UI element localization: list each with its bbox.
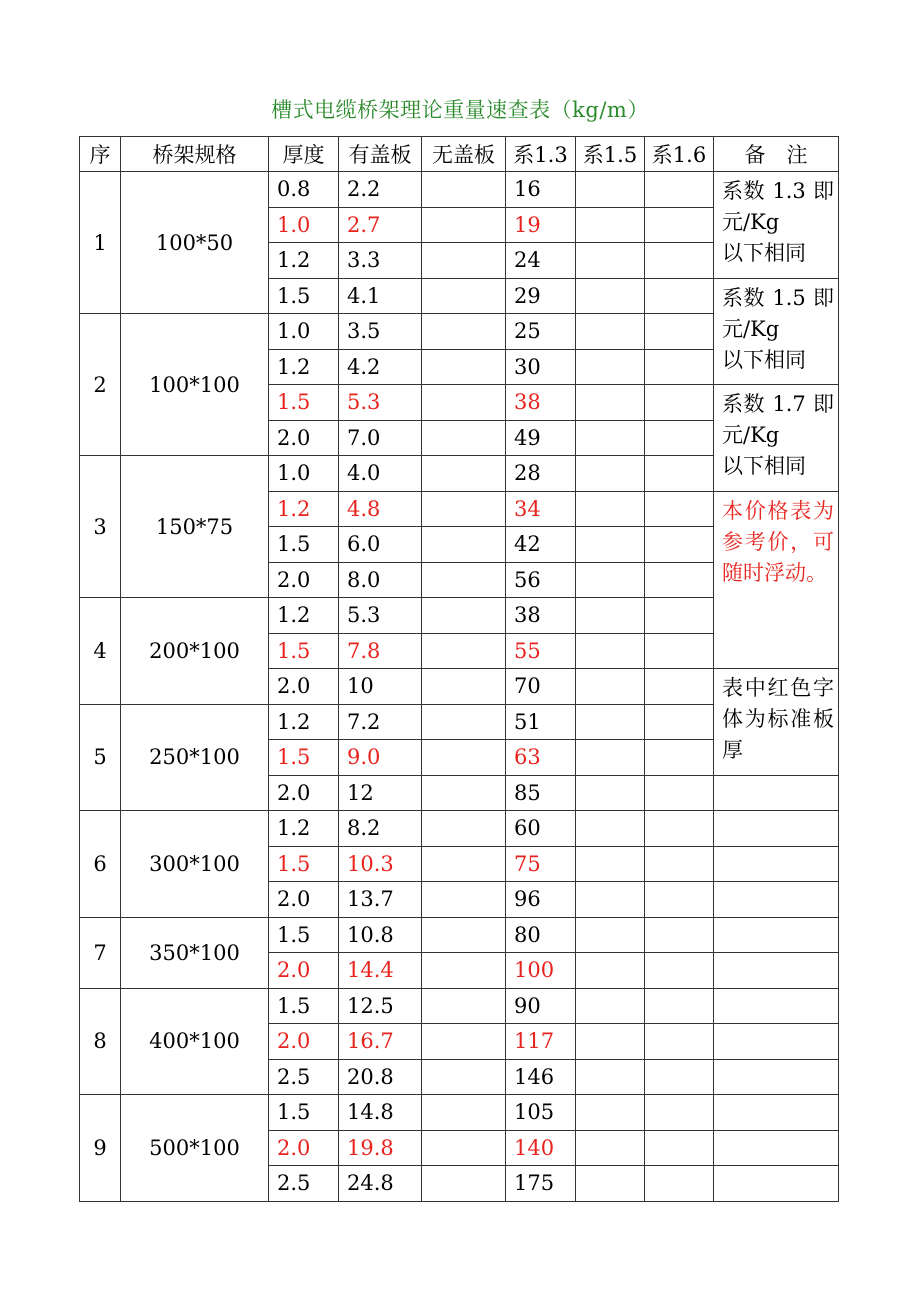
row-spec: 500*100 bbox=[121, 1095, 269, 1202]
remark-empty bbox=[714, 1059, 839, 1095]
cell-without-cover bbox=[422, 278, 506, 314]
cell-coef-1-3: 19 bbox=[506, 207, 576, 243]
cell-coef-1-3: 42 bbox=[506, 527, 576, 563]
header-coef-1-6: 系1.6 bbox=[645, 137, 714, 172]
cell-coef-1-5 bbox=[576, 775, 645, 811]
cell-with-cover: 14.8 bbox=[339, 1095, 422, 1131]
cell-coef-1-5 bbox=[576, 740, 645, 776]
cell-coef-1-6 bbox=[645, 491, 714, 527]
cell-thickness: 1.0 bbox=[269, 314, 339, 350]
cell-with-cover: 4.2 bbox=[339, 349, 422, 385]
cell-with-cover: 3.3 bbox=[339, 243, 422, 279]
row-seq: 2 bbox=[80, 314, 121, 456]
cell-coef-1-5 bbox=[576, 633, 645, 669]
cell-with-cover: 20.8 bbox=[339, 1059, 422, 1095]
cell-thickness: 1.0 bbox=[269, 456, 339, 492]
cell-thickness: 1.2 bbox=[269, 704, 339, 740]
cell-thickness: 2.0 bbox=[269, 420, 339, 456]
cell-coef-1-3: 55 bbox=[506, 633, 576, 669]
cell-coef-1-6 bbox=[645, 1059, 714, 1095]
cell-coef-1-6 bbox=[645, 811, 714, 847]
table-row bbox=[80, 172, 839, 208]
cell-with-cover: 4.0 bbox=[339, 456, 422, 492]
row-seq: 9 bbox=[80, 1095, 121, 1202]
cell-coef-1-5 bbox=[576, 598, 645, 634]
cell-without-cover bbox=[422, 385, 506, 421]
cell-coef-1-3: 96 bbox=[506, 882, 576, 918]
remark-empty bbox=[714, 882, 839, 918]
cell-coef-1-6 bbox=[645, 420, 714, 456]
cell-coef-1-3: 29 bbox=[506, 278, 576, 314]
cell-thickness: 1.2 bbox=[269, 491, 339, 527]
cell-with-cover: 8.0 bbox=[339, 562, 422, 598]
cell-without-cover bbox=[422, 243, 506, 279]
cell-coef-1-5 bbox=[576, 882, 645, 918]
cell-coef-1-3: 80 bbox=[506, 917, 576, 953]
cell-coef-1-6 bbox=[645, 669, 714, 705]
cell-with-cover: 8.2 bbox=[339, 811, 422, 847]
cell-coef-1-6 bbox=[645, 598, 714, 634]
cell-without-cover bbox=[422, 456, 506, 492]
cell-coef-1-5 bbox=[576, 1095, 645, 1131]
row-spec: 300*100 bbox=[121, 811, 269, 918]
row-spec: 150*75 bbox=[121, 456, 269, 598]
cell-coef-1-6 bbox=[645, 1166, 714, 1202]
cell-coef-1-5 bbox=[576, 1024, 645, 1060]
cell-coef-1-5 bbox=[576, 527, 645, 563]
cell-coef-1-3: 140 bbox=[506, 1130, 576, 1166]
cell-without-cover bbox=[422, 1130, 506, 1166]
table-row bbox=[80, 988, 839, 1024]
remark-empty bbox=[714, 846, 839, 882]
cell-thickness: 2.5 bbox=[269, 1059, 339, 1095]
cell-without-cover bbox=[422, 953, 506, 989]
cell-coef-1-6 bbox=[645, 243, 714, 279]
cell-coef-1-3: 60 bbox=[506, 811, 576, 847]
cell-with-cover: 10.8 bbox=[339, 917, 422, 953]
header-with-cover: 有盖板 bbox=[339, 137, 422, 172]
cell-coef-1-3: 38 bbox=[506, 598, 576, 634]
cell-thickness: 1.5 bbox=[269, 278, 339, 314]
cell-coef-1-6 bbox=[645, 846, 714, 882]
row-seq: 5 bbox=[80, 704, 121, 811]
cell-coef-1-5 bbox=[576, 278, 645, 314]
cell-with-cover: 24.8 bbox=[339, 1166, 422, 1202]
cell-with-cover: 16.7 bbox=[339, 1024, 422, 1060]
cell-without-cover bbox=[422, 349, 506, 385]
cell-coef-1-5 bbox=[576, 917, 645, 953]
cell-with-cover: 4.8 bbox=[339, 491, 422, 527]
remark-note: 系数 1.3 即元/Kg 以下相同 bbox=[714, 172, 839, 279]
weight-table bbox=[79, 136, 839, 1202]
cell-coef-1-6 bbox=[645, 314, 714, 350]
row-spec: 100*100 bbox=[121, 314, 269, 456]
cell-coef-1-5 bbox=[576, 385, 645, 421]
cell-thickness: 1.2 bbox=[269, 598, 339, 634]
cell-with-cover: 12.5 bbox=[339, 988, 422, 1024]
cell-thickness: 0.8 bbox=[269, 172, 339, 208]
cell-thickness: 1.5 bbox=[269, 988, 339, 1024]
row-spec: 250*100 bbox=[121, 704, 269, 811]
cell-thickness: 1.5 bbox=[269, 846, 339, 882]
cell-coef-1-6 bbox=[645, 562, 714, 598]
cell-thickness: 1.5 bbox=[269, 1095, 339, 1131]
header-remarks: 备 注 bbox=[714, 137, 839, 172]
cell-thickness: 2.0 bbox=[269, 882, 339, 918]
cell-without-cover bbox=[422, 1095, 506, 1131]
cell-with-cover: 2.7 bbox=[339, 207, 422, 243]
cell-coef-1-5 bbox=[576, 704, 645, 740]
cell-without-cover bbox=[422, 1024, 506, 1060]
cell-coef-1-3: 117 bbox=[506, 1024, 576, 1060]
cell-thickness: 2.0 bbox=[269, 669, 339, 705]
cell-coef-1-5 bbox=[576, 172, 645, 208]
row-seq: 3 bbox=[80, 456, 121, 598]
cell-coef-1-3: 105 bbox=[506, 1095, 576, 1131]
row-seq: 6 bbox=[80, 811, 121, 918]
cell-coef-1-5 bbox=[576, 207, 645, 243]
remark-empty bbox=[714, 1095, 839, 1131]
row-spec: 400*100 bbox=[121, 988, 269, 1095]
cell-with-cover: 10 bbox=[339, 669, 422, 705]
cell-thickness: 1.5 bbox=[269, 740, 339, 776]
cell-coef-1-3: 63 bbox=[506, 740, 576, 776]
remark-empty bbox=[714, 988, 839, 1024]
cell-thickness: 2.0 bbox=[269, 1024, 339, 1060]
row-spec: 200*100 bbox=[121, 598, 269, 705]
cell-without-cover bbox=[422, 882, 506, 918]
cell-with-cover: 5.3 bbox=[339, 598, 422, 634]
cell-with-cover: 14.4 bbox=[339, 953, 422, 989]
cell-coef-1-5 bbox=[576, 349, 645, 385]
cell-thickness: 2.0 bbox=[269, 775, 339, 811]
cell-without-cover bbox=[422, 420, 506, 456]
cell-without-cover bbox=[422, 1166, 506, 1202]
cell-with-cover: 3.5 bbox=[339, 314, 422, 350]
cell-without-cover bbox=[422, 811, 506, 847]
remark-empty bbox=[714, 1130, 839, 1166]
cell-coef-1-3: 175 bbox=[506, 1166, 576, 1202]
header-thickness: 厚度 bbox=[269, 137, 339, 172]
remark-empty bbox=[714, 775, 839, 811]
table-row bbox=[80, 811, 839, 847]
remark-empty bbox=[714, 917, 839, 953]
cell-without-cover bbox=[422, 598, 506, 634]
cell-coef-1-5 bbox=[576, 243, 645, 279]
cell-coef-1-6 bbox=[645, 740, 714, 776]
cell-without-cover bbox=[422, 917, 506, 953]
cell-thickness: 2.0 bbox=[269, 1130, 339, 1166]
cell-with-cover: 12 bbox=[339, 775, 422, 811]
remark-empty bbox=[714, 1024, 839, 1060]
remark-note: 本价格表为参考价，可随时浮动。 bbox=[714, 491, 839, 669]
cell-without-cover bbox=[422, 207, 506, 243]
cell-coef-1-6 bbox=[645, 882, 714, 918]
table-row bbox=[80, 1095, 839, 1131]
cell-thickness: 1.5 bbox=[269, 385, 339, 421]
cell-coef-1-6 bbox=[645, 172, 714, 208]
table-row bbox=[80, 917, 839, 953]
cell-coef-1-6 bbox=[645, 207, 714, 243]
cell-coef-1-5 bbox=[576, 846, 645, 882]
cell-coef-1-6 bbox=[645, 775, 714, 811]
cell-coef-1-3: 51 bbox=[506, 704, 576, 740]
header-without-cover: 无盖板 bbox=[422, 137, 506, 172]
cell-coef-1-6 bbox=[645, 278, 714, 314]
cell-coef-1-5 bbox=[576, 953, 645, 989]
cell-coef-1-3: 56 bbox=[506, 562, 576, 598]
header-spec: 桥架规格 bbox=[121, 137, 269, 172]
cell-with-cover: 5.3 bbox=[339, 385, 422, 421]
cell-coef-1-6 bbox=[645, 988, 714, 1024]
cell-coef-1-3: 85 bbox=[506, 775, 576, 811]
cell-thickness: 1.5 bbox=[269, 527, 339, 563]
cell-coef-1-6 bbox=[645, 704, 714, 740]
cell-coef-1-6 bbox=[645, 1095, 714, 1131]
cell-coef-1-3: 38 bbox=[506, 385, 576, 421]
row-spec: 350*100 bbox=[121, 917, 269, 988]
cell-thickness: 2.0 bbox=[269, 562, 339, 598]
cell-coef-1-3: 70 bbox=[506, 669, 576, 705]
cell-coef-1-6 bbox=[645, 917, 714, 953]
remark-note: 表中红色字体为标准板厚 bbox=[714, 669, 839, 776]
cell-without-cover bbox=[422, 846, 506, 882]
cell-without-cover bbox=[422, 314, 506, 350]
cell-coef-1-6 bbox=[645, 527, 714, 563]
cell-coef-1-3: 100 bbox=[506, 953, 576, 989]
cell-with-cover: 4.1 bbox=[339, 278, 422, 314]
cell-with-cover: 7.2 bbox=[339, 704, 422, 740]
remark-empty bbox=[714, 1166, 839, 1202]
cell-coef-1-6 bbox=[645, 953, 714, 989]
remark-note: 系数 1.5 即元/Kg 以下相同 bbox=[714, 278, 839, 385]
cell-coef-1-3: 16 bbox=[506, 172, 576, 208]
cell-thickness: 2.5 bbox=[269, 1166, 339, 1202]
cell-thickness: 1.2 bbox=[269, 811, 339, 847]
cell-without-cover bbox=[422, 172, 506, 208]
cell-coef-1-6 bbox=[645, 633, 714, 669]
cell-with-cover: 7.0 bbox=[339, 420, 422, 456]
row-spec: 100*50 bbox=[121, 172, 269, 314]
header-seq: 序 bbox=[80, 137, 121, 172]
cell-coef-1-6 bbox=[645, 385, 714, 421]
row-seq: 8 bbox=[80, 988, 121, 1095]
cell-without-cover bbox=[422, 740, 506, 776]
page-title: 槽式电缆桥架理论重量速查表（kg/m） bbox=[271, 98, 649, 122]
cell-without-cover bbox=[422, 562, 506, 598]
cell-coef-1-5 bbox=[576, 1130, 645, 1166]
cell-coef-1-3: 34 bbox=[506, 491, 576, 527]
cell-without-cover bbox=[422, 633, 506, 669]
cell-coef-1-3: 24 bbox=[506, 243, 576, 279]
cell-with-cover: 9.0 bbox=[339, 740, 422, 776]
cell-coef-1-6 bbox=[645, 456, 714, 492]
cell-coef-1-3: 49 bbox=[506, 420, 576, 456]
cell-coef-1-3: 25 bbox=[506, 314, 576, 350]
cell-without-cover bbox=[422, 491, 506, 527]
header-coef-1-3: 系1.3 bbox=[506, 137, 576, 172]
cell-coef-1-5 bbox=[576, 420, 645, 456]
remark-empty bbox=[714, 811, 839, 847]
row-seq: 1 bbox=[80, 172, 121, 314]
header-row bbox=[80, 137, 839, 172]
cell-thickness: 1.0 bbox=[269, 207, 339, 243]
cell-coef-1-5 bbox=[576, 1166, 645, 1202]
cell-coef-1-5 bbox=[576, 1059, 645, 1095]
cell-coef-1-3: 75 bbox=[506, 846, 576, 882]
cell-coef-1-6 bbox=[645, 1130, 714, 1166]
cell-with-cover: 19.8 bbox=[339, 1130, 422, 1166]
cell-without-cover bbox=[422, 527, 506, 563]
cell-without-cover bbox=[422, 1059, 506, 1095]
cell-coef-1-3: 30 bbox=[506, 349, 576, 385]
remark-note: 系数 1.7 即元/Kg 以下相同 bbox=[714, 385, 839, 492]
cell-with-cover: 10.3 bbox=[339, 846, 422, 882]
cell-coef-1-3: 90 bbox=[506, 988, 576, 1024]
header-coef-1-5: 系1.5 bbox=[576, 137, 645, 172]
cell-coef-1-5 bbox=[576, 811, 645, 847]
cell-coef-1-6 bbox=[645, 349, 714, 385]
row-seq: 4 bbox=[80, 598, 121, 705]
cell-coef-1-5 bbox=[576, 669, 645, 705]
cell-coef-1-5 bbox=[576, 562, 645, 598]
cell-coef-1-3: 28 bbox=[506, 456, 576, 492]
cell-coef-1-5 bbox=[576, 456, 645, 492]
cell-coef-1-5 bbox=[576, 491, 645, 527]
cell-with-cover: 7.8 bbox=[339, 633, 422, 669]
cell-coef-1-3: 146 bbox=[506, 1059, 576, 1095]
remark-empty bbox=[714, 953, 839, 989]
cell-coef-1-5 bbox=[576, 988, 645, 1024]
cell-thickness: 1.2 bbox=[269, 349, 339, 385]
cell-coef-1-6 bbox=[645, 1024, 714, 1060]
cell-with-cover: 6.0 bbox=[339, 527, 422, 563]
cell-thickness: 1.2 bbox=[269, 243, 339, 279]
cell-thickness: 2.0 bbox=[269, 953, 339, 989]
cell-thickness: 1.5 bbox=[269, 633, 339, 669]
row-seq: 7 bbox=[80, 917, 121, 988]
cell-coef-1-5 bbox=[576, 314, 645, 350]
cell-without-cover bbox=[422, 775, 506, 811]
cell-with-cover: 13.7 bbox=[339, 882, 422, 918]
cell-with-cover: 2.2 bbox=[339, 172, 422, 208]
cell-without-cover bbox=[422, 704, 506, 740]
cell-without-cover bbox=[422, 669, 506, 705]
cell-without-cover bbox=[422, 988, 506, 1024]
cell-thickness: 1.5 bbox=[269, 917, 339, 953]
